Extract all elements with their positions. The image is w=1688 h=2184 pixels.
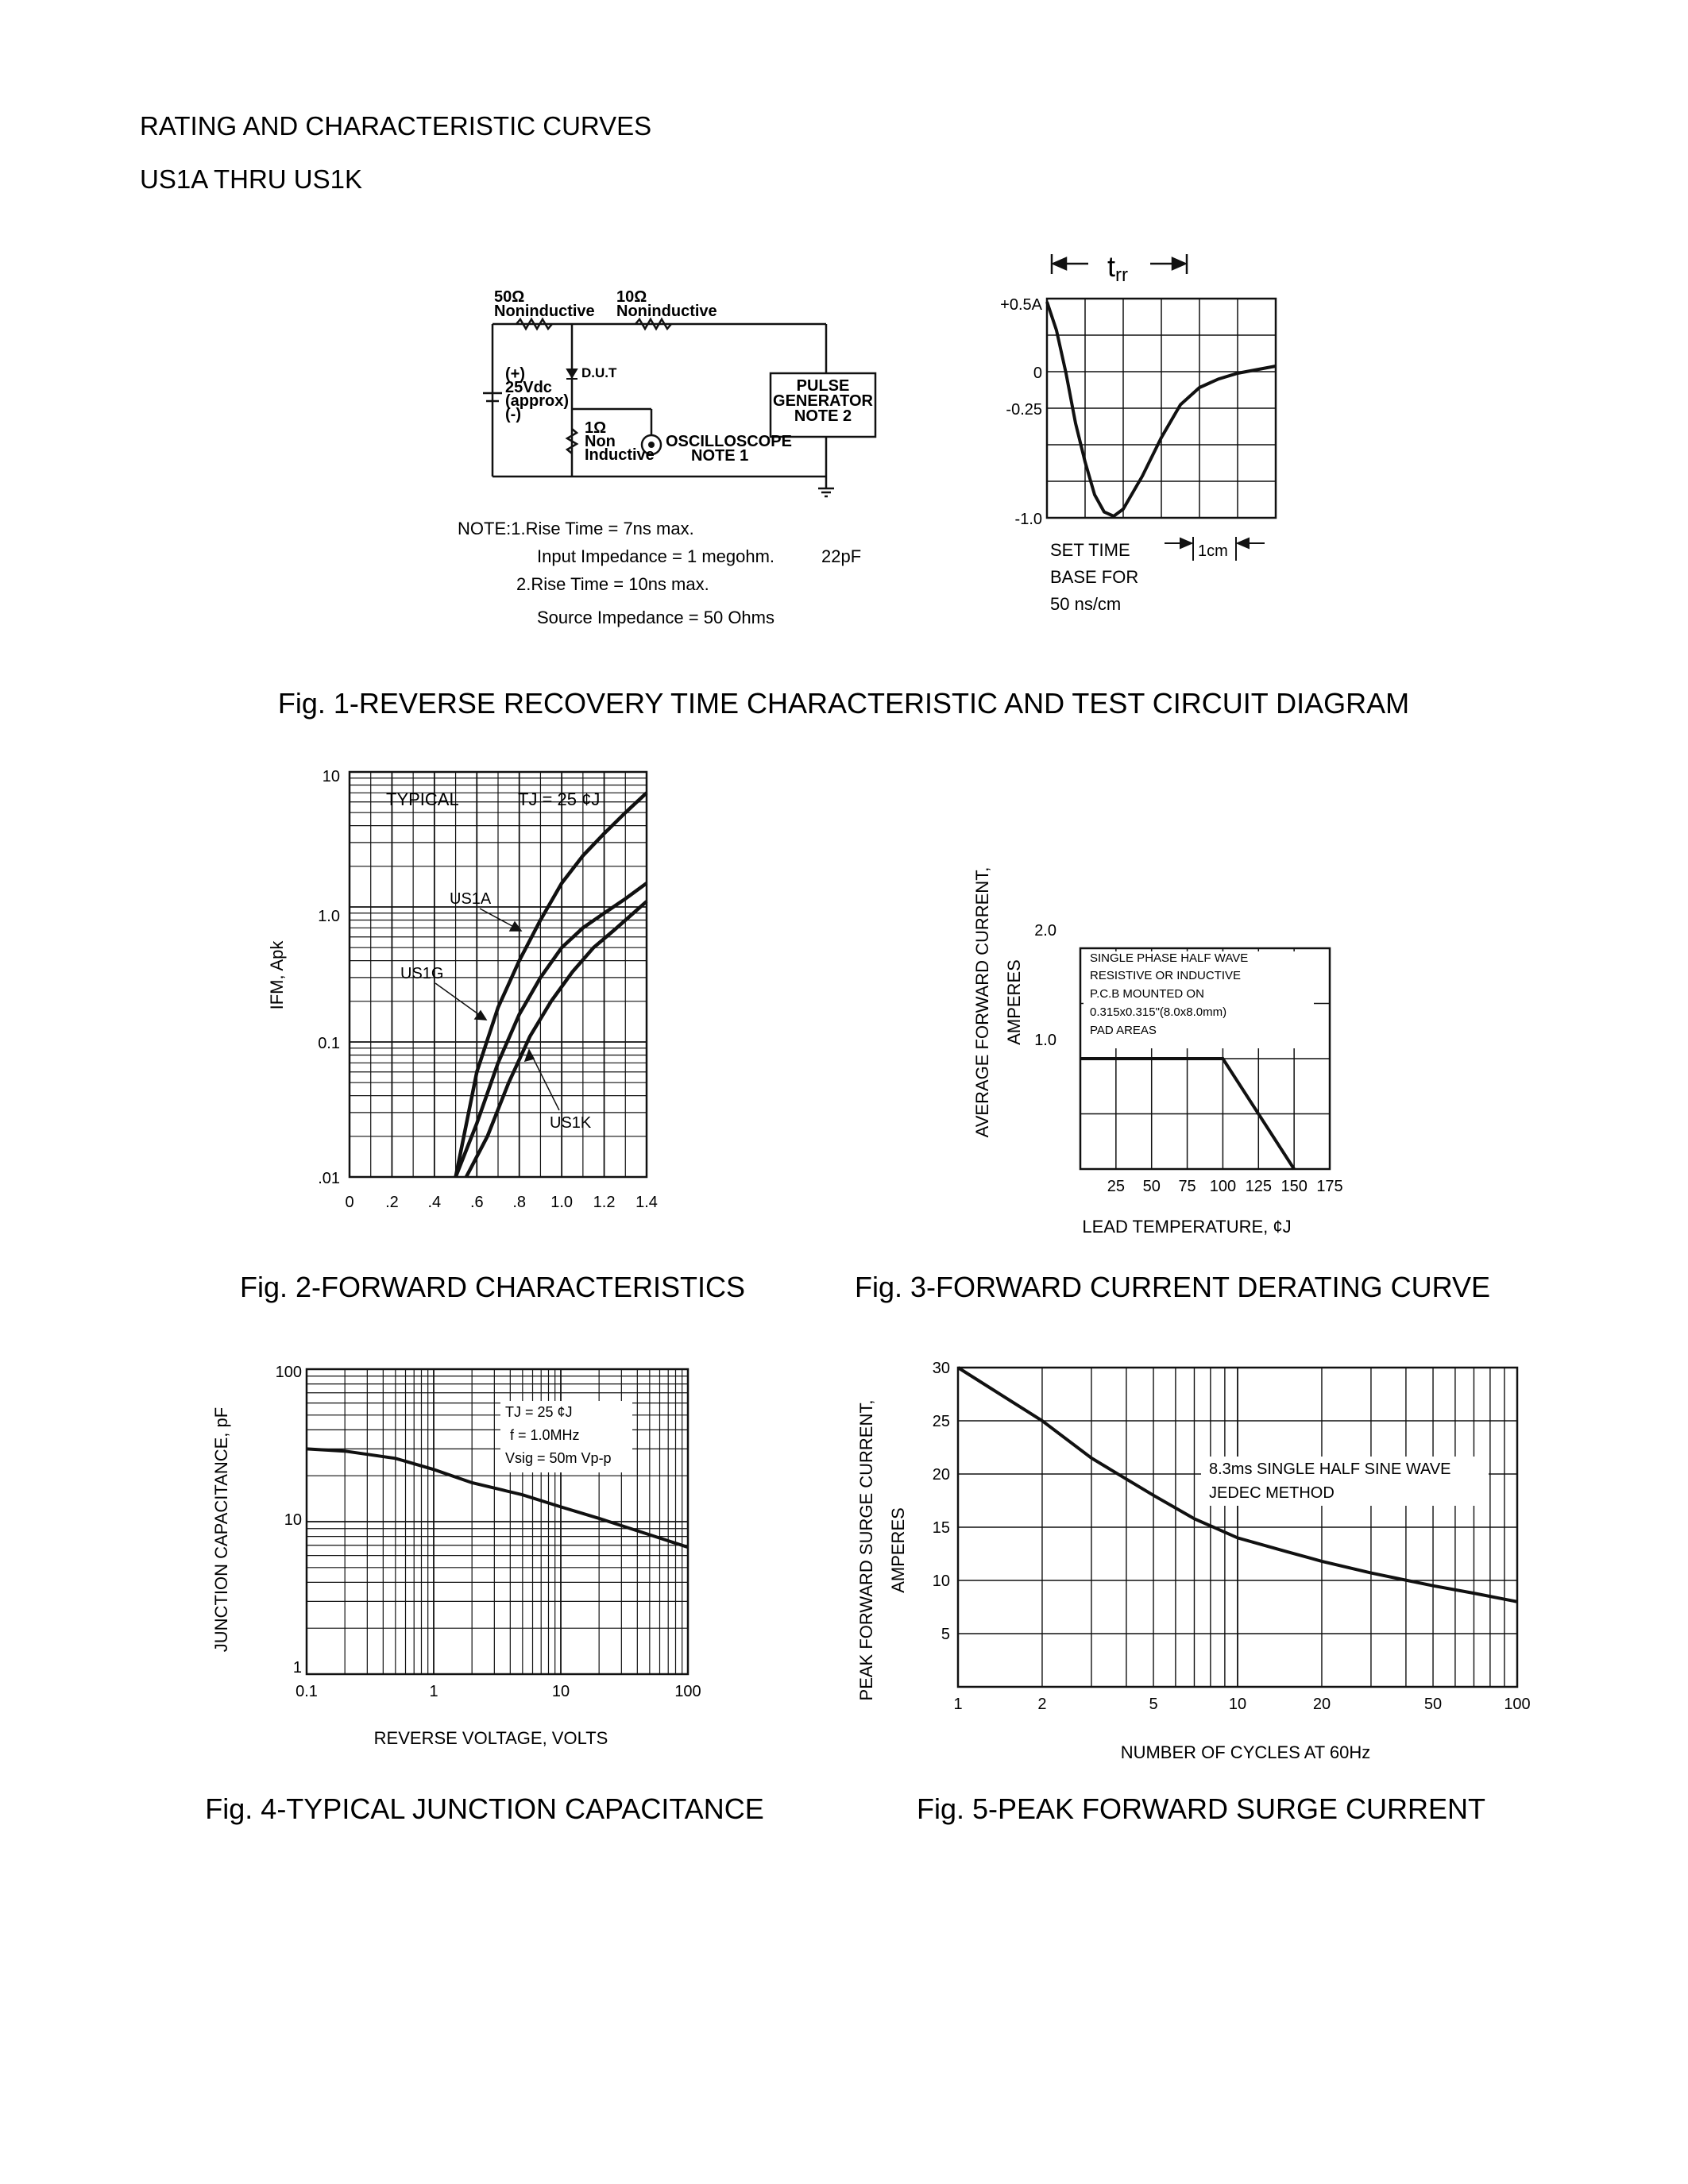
fig4-xlabel: REVERSE VOLTAGE, VOLTS bbox=[373, 1728, 608, 1748]
fig5-x-tick: 2 bbox=[1037, 1696, 1047, 1713]
dut-diode-icon bbox=[566, 369, 577, 379]
fig4-x-tick: 10 bbox=[551, 1683, 570, 1700]
fig4-note-3: Vsig = 50m Vp-p bbox=[505, 1450, 612, 1466]
fig1-caption: Fig. 1-REVERSE RECOVERY TIME CHARACTERISTIC AND TEST CIRCUIT DIAGRAM bbox=[277, 687, 1410, 720]
fig2-x-tick: .2 bbox=[385, 1194, 399, 1211]
pulse-line-2: GENERATOR bbox=[773, 392, 873, 410]
r3-value: 1Ω bbox=[585, 419, 607, 437]
fig2-x-tick: .6 bbox=[469, 1194, 484, 1211]
fig2-caption: Fig. 2-FORWARD CHARACTERISTICS bbox=[239, 1271, 746, 1303]
fig3-x-tick: 75 bbox=[1178, 1178, 1196, 1195]
fig2-x-tick: 1.0 bbox=[550, 1194, 574, 1211]
fig2-series-us1k bbox=[466, 901, 647, 1177]
trr-label: trr bbox=[1107, 250, 1128, 286]
fig2-tj-label: TJ = 25 ¢J bbox=[518, 789, 601, 809]
pulse-line-1: PULSE bbox=[796, 377, 850, 395]
fig5-x-tick: 1 bbox=[953, 1696, 963, 1713]
fig5-grid bbox=[958, 1368, 1517, 1687]
r1-label: Noninductive bbox=[494, 303, 595, 320]
fig3-note-4: 0.315x0.315"(8.0x8.0mm) bbox=[1090, 1005, 1227, 1019]
dc-voltage: 25Vdc bbox=[505, 379, 552, 396]
wave-y-tick-1: 0 bbox=[1033, 365, 1042, 382]
wave-y-tick-2: -0.25 bbox=[1006, 401, 1042, 419]
fig2-y-tick-1: 1.0 bbox=[318, 908, 340, 925]
fig5-y-tick: 10 bbox=[932, 1572, 950, 1590]
fig3-y-tick-1: 1.0 bbox=[1034, 1032, 1056, 1049]
fig3-x-tick: 25 bbox=[1107, 1178, 1125, 1195]
fig4-note-2: f = 1.0MHz bbox=[510, 1427, 580, 1443]
fig5-x-tick: 20 bbox=[1312, 1696, 1331, 1713]
fig3-ylabel-1: AVERAGE FORWARD CURRENT, bbox=[972, 866, 992, 1138]
r2-value: 10Ω bbox=[616, 288, 647, 306]
fig5-x-tick: 100 bbox=[1504, 1696, 1531, 1713]
dc-polarity-plus: (+) bbox=[505, 365, 525, 383]
r1-value: 50Ω bbox=[494, 288, 525, 306]
fig3-note-3: P.C.B MOUNTED ON bbox=[1090, 987, 1204, 1001]
fig4-x-tick: 100 bbox=[674, 1683, 701, 1700]
fig5-ylabel-1: PEAK FORWARD SURGE CURRENT, bbox=[856, 1399, 876, 1701]
fig5-y-tick: 30 bbox=[932, 1360, 950, 1377]
fig5-xlabel: NUMBER OF CYCLES AT 60Hz bbox=[1120, 1742, 1371, 1762]
waveform-grid bbox=[1047, 299, 1276, 518]
fig3-x-tick: 50 bbox=[1142, 1178, 1161, 1195]
fig4-y-tick-0: 100 bbox=[275, 1364, 302, 1381]
fig3-x-tick: 150 bbox=[1280, 1178, 1308, 1195]
cm-label: 1cm bbox=[1198, 542, 1228, 560]
fig5-note-2: JEDEC METHOD bbox=[1209, 1484, 1335, 1502]
r3-label-2: Inductive bbox=[585, 446, 655, 464]
fig2-y-tick-0: 10 bbox=[322, 768, 340, 785]
dut-label: D.U.T bbox=[581, 365, 617, 380]
dc-approx: (approx) bbox=[505, 392, 569, 410]
note-line-3: 2.Rise Time = 10ns max. bbox=[516, 574, 709, 594]
fig4-y-tick-1: 10 bbox=[284, 1511, 302, 1529]
fig4-note-1: TJ = 25 ¢J bbox=[505, 1404, 573, 1420]
fig2-series-label-us1a: US1A bbox=[450, 890, 492, 908]
set-time-line-1: SET TIME bbox=[1050, 540, 1130, 560]
fig2-y-tick-3: .01 bbox=[318, 1170, 340, 1187]
fig2-x-tick: .4 bbox=[427, 1194, 442, 1211]
fig4-caption: Fig. 4-TYPICAL JUNCTION CAPACITANCE bbox=[205, 1792, 764, 1825]
fig2-x-tick: 1.4 bbox=[635, 1194, 658, 1211]
fig2-ylabel: IFM, Apk bbox=[267, 940, 287, 1010]
fig3-note-1: SINGLE PHASE HALF WAVE bbox=[1090, 951, 1249, 965]
note-line-1: NOTE:1.Rise Time = 7ns max. bbox=[458, 519, 694, 538]
set-time-line-3: 50 ns/cm bbox=[1050, 594, 1122, 614]
fig2-typical-label: TYPICAL bbox=[386, 789, 459, 809]
fig3-note-5: PAD AREAS bbox=[1090, 1024, 1157, 1037]
fig3-x-tick: 175 bbox=[1316, 1178, 1343, 1195]
fig3-ylabel-2: AMPERES bbox=[1004, 959, 1024, 1045]
fig5-y-tick: 25 bbox=[932, 1413, 950, 1430]
set-time-line-2: BASE FOR bbox=[1050, 567, 1139, 587]
r3-label-1: Non bbox=[585, 433, 616, 450]
wave-y-tick-0: +0.5A bbox=[1000, 296, 1042, 314]
fig2-grid bbox=[350, 772, 647, 1177]
fig2-x-tick: 0 bbox=[345, 1194, 354, 1211]
fig4-x-tick: 1 bbox=[429, 1683, 438, 1700]
fig4-y-tick-2: 1 bbox=[292, 1659, 302, 1677]
fig3-y-tick-0: 2.0 bbox=[1034, 922, 1056, 940]
dc-polarity-minus: (-) bbox=[505, 406, 521, 423]
pulse-line-3: NOTE 2 bbox=[794, 407, 852, 425]
page-title: RATING AND CHARACTERISTIC CURVES bbox=[140, 111, 652, 141]
fig3-x-tick: 125 bbox=[1245, 1178, 1272, 1195]
fig5-x-tick: 10 bbox=[1228, 1696, 1247, 1713]
fig5-y-tick: 15 bbox=[932, 1519, 950, 1537]
fig5-ylabel-2: AMPERES bbox=[888, 1507, 908, 1593]
fig4-ylabel: JUNCTION CAPACITANCE, pF bbox=[211, 1406, 231, 1653]
fig4-x-tick: 0.1 bbox=[295, 1683, 318, 1700]
fig5-note-1: 8.3ms SINGLE HALF SINE WAVE bbox=[1209, 1461, 1451, 1478]
fig2-x-tick: .8 bbox=[512, 1194, 527, 1211]
note-line-4: Source Impedance = 50 Ohms bbox=[537, 608, 774, 627]
fig2-y-tick-2: 0.1 bbox=[318, 1035, 340, 1052]
note-line-2: Input Impedance = 1 megohm. bbox=[537, 546, 775, 566]
fig3-xlabel: LEAD TEMPERATURE, ¢J bbox=[1082, 1217, 1292, 1237]
fig5-caption: Fig. 5-PEAK FORWARD SURGE CURRENT bbox=[916, 1792, 1486, 1825]
fig3-caption: Fig. 3-FORWARD CURRENT DERATING CURVE bbox=[854, 1271, 1491, 1303]
fig3-x-tick: 100 bbox=[1209, 1178, 1237, 1195]
fig2-series-label-us1k: US1K bbox=[550, 1114, 592, 1132]
scope-label: OSCILLOSCOPE bbox=[666, 433, 792, 450]
fig5-y-tick: 5 bbox=[941, 1626, 950, 1643]
fig2-series-label-us1g: US1G bbox=[400, 965, 444, 982]
fig5-x-tick: 50 bbox=[1423, 1696, 1443, 1713]
r2-label: Noninductive bbox=[616, 303, 717, 320]
wave-y-tick-3: -1.0 bbox=[1014, 511, 1042, 528]
page-subtitle: US1A THRU US1K bbox=[140, 164, 362, 194]
fig5-x-tick: 5 bbox=[1149, 1696, 1158, 1713]
fig2-x-tick: 1.2 bbox=[593, 1194, 616, 1211]
fig3-note-2: RESISTIVE OR INDUCTIVE bbox=[1090, 969, 1242, 982]
note-line-2b: 22pF bbox=[821, 546, 862, 566]
fig5-y-tick: 20 bbox=[932, 1466, 950, 1484]
scope-note: NOTE 1 bbox=[691, 447, 749, 465]
